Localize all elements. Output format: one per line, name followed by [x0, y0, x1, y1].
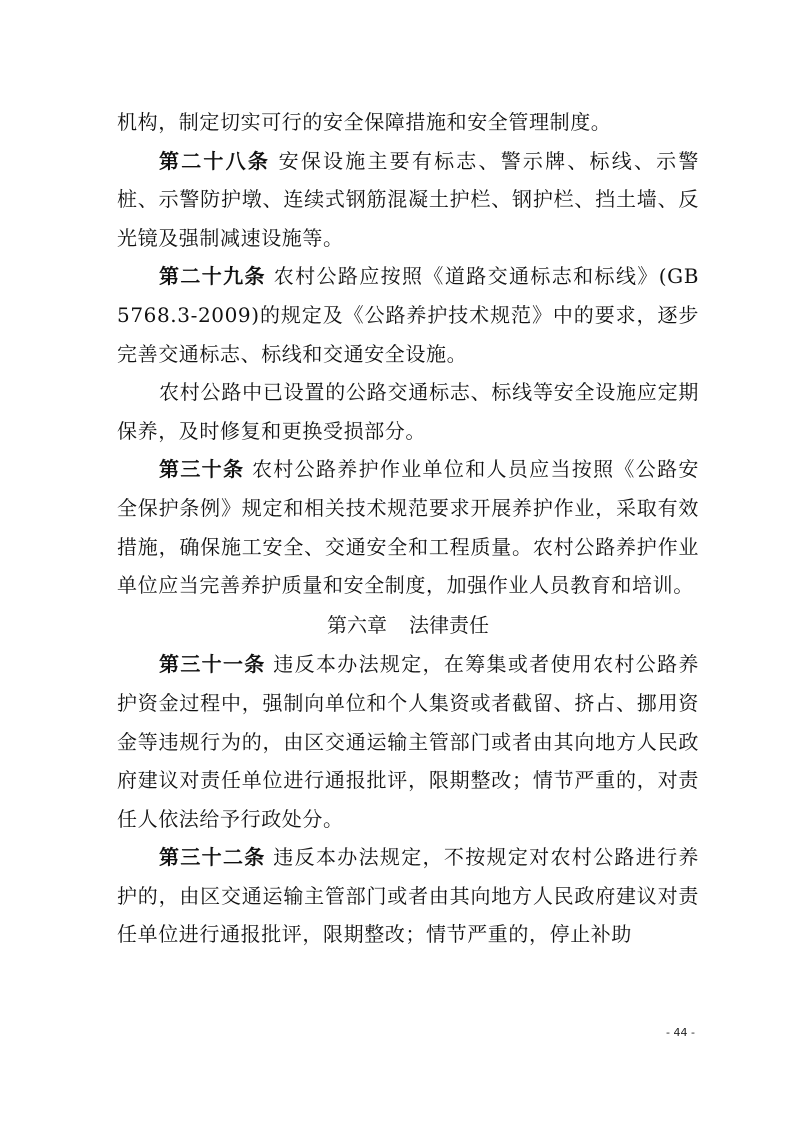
chapter-heading: [117, 605, 699, 646]
document-body: [117, 103, 699, 954]
article-29: [117, 257, 699, 373]
article-heading: 第二十八条: [159, 148, 271, 173]
chapter-number: 第六章: [327, 612, 387, 637]
article-31: [117, 645, 699, 838]
article-32: [117, 838, 699, 954]
article-28: [117, 142, 699, 258]
paragraph-continuation: [117, 103, 699, 142]
chapter-title: 法律责任: [409, 612, 489, 637]
article-heading: 第三十一条: [159, 652, 266, 677]
paragraph-text: 违反本办法规定，不按规定对农村公路进行养护的，由区交通运输主管部门或者由其向地方人民政府建议对责任单位进行通报批评，限期整改；情节严重的，停止补助: [117, 845, 700, 947]
paragraph-text: 安保设施主要有标志、警示牌、标线、示警桩、示警防护墩、连续式钢筋混凝土护栏、钢护栏、挡土墙、反光镜及强制减速设施等。: [117, 148, 699, 250]
paragraph-text: 违反本办法规定，在筹集或者使用农村公路养护资金过程中，强制向单位和个人集资或者截留、挤占、挪用资金等违规行为的，由区交通运输主管部门或者由其向地方人民政府建议对责任单位进行通报批评，限期整改；情节严重的，对责任人依法给予行政处分。: [117, 652, 700, 831]
page-number: - 44 -: [666, 1026, 695, 1039]
paragraph-text: 农村公路应按照《道路交通标志和标线》(GB 5768.3-2009)的规定及《公路养护技术规范》中的要求，逐步完善交通标志、标线和交通安全设施。: [117, 264, 699, 366]
paragraph-text: 农村公路养护作业单位和人员应当按照《公路安全保护条例》规定和相关技术规范要求开展养护作业，采取有效措施，确保施工安全、交通安全和工程质量。农村公路养护作业单位应当完善养护质量和安全制度，加强作业人员教育和培训。: [117, 457, 699, 598]
paragraph-text: 机构，制定切实可行的安全保障措施和安全管理制度。: [117, 110, 612, 134]
article-29-paragraph-2: [117, 373, 699, 450]
article-heading: 第三十二条: [159, 845, 266, 870]
paragraph-text: 农村公路中已设置的公路交通标志、标线等安全设施应定期保养，及时修复和更换受损部分。: [117, 380, 699, 443]
article-heading: 第三十条: [159, 457, 245, 482]
article-30: [117, 450, 699, 604]
article-heading: 第二十九条: [159, 264, 266, 289]
